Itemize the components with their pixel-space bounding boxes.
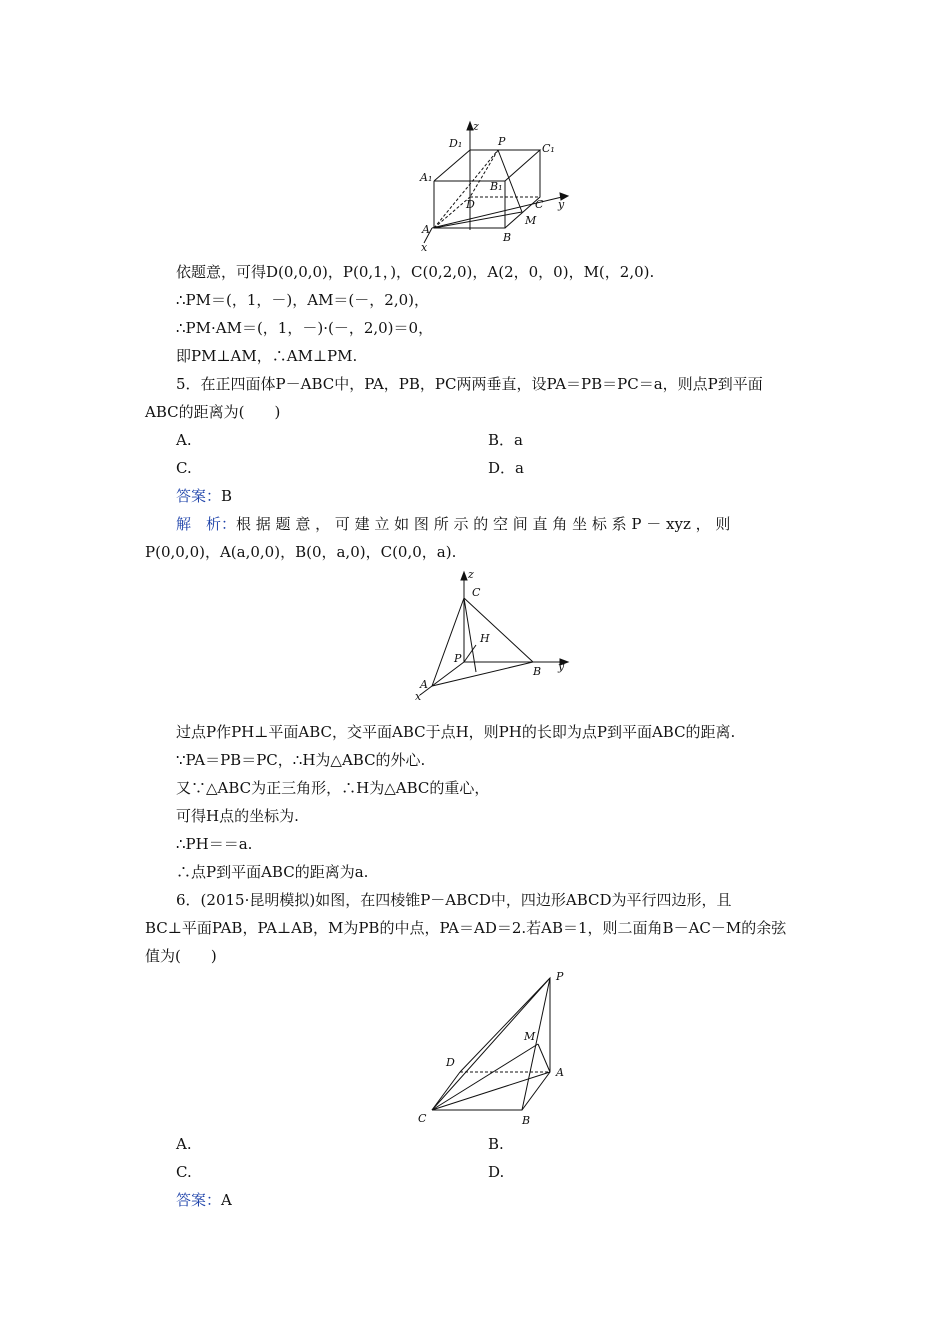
sol5-line3: 又∵△ABC为正三角形，∴H为△ABC的重心，: [176, 779, 490, 797]
label-z: z: [468, 568, 474, 581]
answer-label: 答案：: [176, 487, 222, 505]
line-CM: [432, 1044, 538, 1110]
q5-option-a: A.: [176, 431, 192, 449]
q5-option-c: C.: [176, 459, 192, 477]
label-C: C: [418, 1112, 427, 1125]
sol5-line6: ∴点P到平面ABC的距离为a.: [176, 863, 369, 881]
q6-stem-line3: 值为( ): [145, 947, 217, 965]
label-x: x: [415, 690, 422, 703]
q5-stem-line1: 5．在正四面体P－ABC中，PA，PB，PC两两垂直，设PA＝PB＝PC＝a，则点P到平面: [176, 375, 763, 393]
q6-option-c: C.: [176, 1163, 192, 1181]
label-M: M: [524, 1030, 536, 1043]
sol4-line4: 即PM⊥AM，∴AM⊥PM.: [176, 347, 358, 365]
answer-value: A: [221, 1191, 232, 1209]
q5-stem-line2: ABC的距离为( ): [145, 403, 281, 421]
label-C: C: [472, 586, 481, 599]
sol5-line1: 过点P作PH⊥平面ABC，交平面ABC于点H，则PH的长即为点P到平面ABC的距离.: [176, 723, 736, 741]
answer-value: B: [221, 487, 233, 505]
edge-DP: [460, 978, 550, 1072]
label-B: B: [503, 231, 512, 244]
label-y: y: [558, 660, 565, 673]
label-y: y: [558, 198, 565, 211]
q6-stem-line1: 6．(2015·昆明模拟)如图，在四棱锥P－ABCD中，四边形ABCD为平行四边形，且: [176, 891, 732, 909]
sol5-line4: 可得H点的坐标为.: [176, 807, 299, 825]
label-B: B: [533, 665, 542, 678]
edge-CD: [432, 1072, 460, 1110]
line-MA: [538, 1044, 550, 1072]
label-D: D: [446, 1056, 455, 1069]
q5-option-d: D．a: [488, 459, 524, 477]
pyramid-outline: [432, 978, 550, 1110]
diagonal-CA: [432, 1072, 550, 1110]
label-D1: D₁: [449, 137, 463, 150]
label-A: A: [420, 678, 428, 691]
sol4-line3: ∴PM·AM＝(，1，－)·(－，2,0)＝0，: [176, 319, 434, 337]
sol4-line2: ∴PM＝(，1，－)，AM＝(－，2,0)，: [176, 291, 429, 309]
sol5-line5: ∴PH＝＝a.: [176, 835, 253, 853]
label-C1: C₁: [542, 142, 555, 155]
label-z: z: [473, 120, 479, 133]
label-D: D: [466, 198, 475, 211]
label-P: P: [556, 970, 564, 983]
q6-answer: [176, 1190, 232, 1210]
label-B1: B₁: [490, 180, 503, 193]
analysis-text: 根 据 题 意 ， 可 建 立 如 图 所 示 的 空 间 直 角 坐 标 系 P － xyz ， 则: [236, 515, 731, 533]
sol4-line1: 依题意，可得D(0,0,0)，P(0,1，)，C(0,2,0)，A(2，0，0)，M(，2,0).: [176, 263, 655, 281]
q6-stem-line2: BC⊥平面PAB，PA⊥AB，M为PB的中点，PA＝AD＝2.若AB＝1，则二面角B－AC－M的余弦: [145, 919, 787, 937]
label-H: H: [480, 632, 490, 645]
label-B: B: [522, 1114, 531, 1127]
sol5-line2: ∵PA＝PB＝PC，∴H为△ABC的外心.: [176, 751, 426, 769]
answer-label: 答案：: [176, 1191, 222, 1209]
label-A: A: [422, 223, 430, 236]
q5-analysis-line2: P(0,0,0)，A(a,0,0)，B(0，a,0)，C(0,0，a).: [145, 543, 457, 561]
q6-option-d: D.: [488, 1163, 505, 1181]
label-A: A: [556, 1066, 564, 1079]
analysis-label: 解 析：: [176, 515, 237, 533]
q5-option-b: B．a: [488, 431, 523, 449]
label-P: P: [498, 135, 506, 148]
label-P: P: [454, 652, 462, 665]
q6-option-a: A.: [176, 1135, 192, 1153]
label-A1: A₁: [420, 171, 433, 184]
label-C: C: [535, 198, 544, 211]
label-M: M: [525, 214, 537, 227]
label-x: x: [421, 241, 428, 254]
q6-option-b: B.: [488, 1135, 504, 1153]
